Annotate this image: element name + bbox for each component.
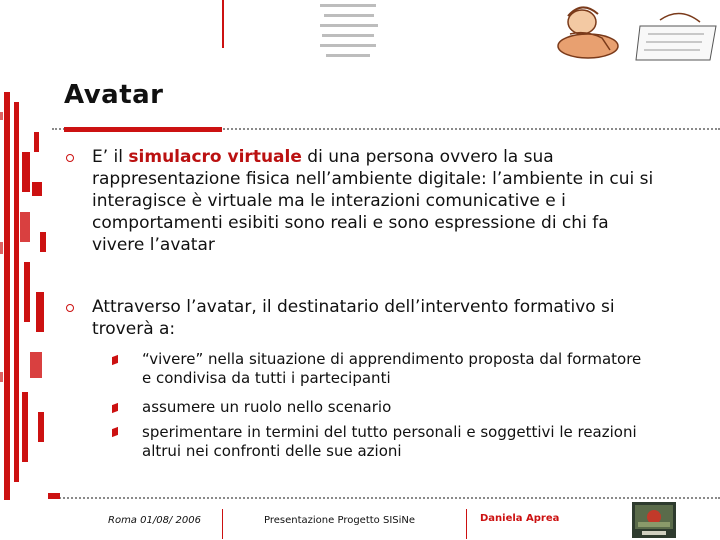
sub-bullet-1 (142, 350, 702, 388)
sub-bullet-marker (112, 355, 118, 365)
bullet-1-line-3: interagisce è virtuale ma le interazioni comunicative e i (92, 191, 566, 211)
sub-bullet-3 (142, 423, 702, 461)
top-stripes-decoration (318, 0, 380, 62)
bullet-2-line-2: troverà a: (92, 319, 176, 339)
bullet-2-line-1: Attraverso l’avatar, il destinatario dell’intervento formativo si (92, 297, 615, 317)
top-accent-line (222, 0, 224, 48)
sub-bullet-1-line-2: e condivisa da tutti i partecipanti (142, 369, 391, 387)
page-title: Avatar (64, 80, 164, 110)
left-decorative-strip (0, 92, 52, 500)
bullet-marker (66, 154, 74, 162)
bullet-1-prefix: E’ il (92, 147, 129, 167)
sub-bullet-1-line-1: “vivere” nella situazione di apprendimento proposta dal formatore (142, 350, 642, 368)
title-accent-bar (64, 127, 222, 132)
bullet-1-line-2: rappresentazione fisica nell’ambiente digitale: l’ambiente in cui si (92, 169, 654, 189)
bullet-1 (92, 146, 702, 256)
sub-bullet-2-line-1: assumere un ruolo nello scenario (142, 398, 392, 416)
bullet-2 (92, 296, 702, 340)
bullet-1-line-1 (92, 146, 702, 168)
sub-bullet-marker (112, 427, 118, 437)
footer-author: Daniela Aprea (480, 513, 560, 524)
person-at-desk-icon (540, 0, 720, 62)
sub-bullet-marker (112, 403, 118, 413)
bullet-marker (66, 304, 74, 312)
footer-divider (52, 497, 720, 499)
footer-separator (466, 509, 467, 539)
sub-bullet-2 (142, 398, 702, 417)
bullet-1-line-4: comportamenti esibiti sono reali e sono espressione di chi fa (92, 213, 609, 233)
bullet-1-rest: di una persona ovvero la sua (301, 147, 554, 167)
highlight-term: simulacro virtuale (128, 147, 302, 167)
footer-project: Presentazione Progetto SISiNe (264, 515, 416, 526)
footer-date: Roma 01/08/ 2006 (108, 515, 201, 526)
footer-accent (48, 493, 60, 499)
bullet-1-line-5: vivere l’avatar (92, 235, 215, 255)
sub-bullet-3-line-2: altrui nei confronti delle sue azioni (142, 442, 402, 460)
sisine-logo-icon (632, 502, 676, 538)
footer-separator (222, 509, 223, 539)
sub-bullet-3-line-1: sperimentare in termini del tutto personali e soggettivi le reazioni (142, 423, 637, 441)
